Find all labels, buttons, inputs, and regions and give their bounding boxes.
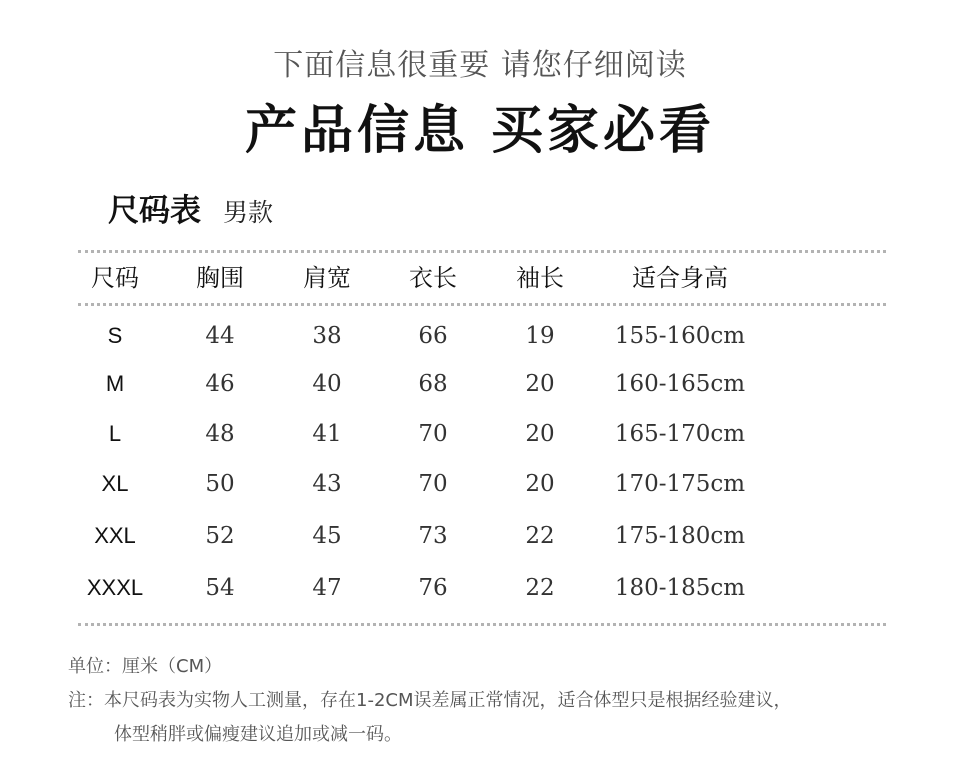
chest-cell: 54 [205,575,235,601]
table-row [0,516,960,556]
height-cell: 155-160cm [614,323,746,349]
size-table-title: 尺码表 [108,193,201,229]
height-cell: 175-180cm [614,523,746,549]
sleeve-cell: 22 [525,523,555,549]
unit-note: 单位：厘米（CM） [68,656,223,677]
column-header: 衣长 [409,264,457,292]
table-row [0,464,960,504]
length-cell: 70 [418,471,448,497]
length-cell: 70 [418,421,448,447]
table-row [0,568,960,608]
column-header: 胸围 [196,264,244,292]
size-cell: XL [101,471,129,496]
size-cell: M [105,371,125,396]
table-row [0,316,960,356]
gender-label: 男款 [223,198,274,227]
disclaimer-line-2: 体型稍胖或偏瘦建议追加或减一码。 [114,724,402,745]
shoulder-cell: 41 [312,421,342,447]
length-cell: 68 [418,371,448,397]
disclaimer-line-1: 注：本尺码表为实物人工测量，存在1-2CM误差属正常情况，适合体型只是根据经验建议， [68,690,792,711]
table-row [0,414,960,454]
length-cell: 76 [418,575,448,601]
chest-cell: 50 [205,471,235,497]
chest-cell: 52 [205,523,235,549]
notice-subtitle: 下面信息很重要 请您仔细阅读 [273,48,687,83]
chest-cell: 44 [205,323,235,349]
height-cell: 170-175cm [614,471,746,497]
length-cell: 73 [418,523,448,549]
size-cell: XXXL [86,575,144,600]
column-header: 适合身高 [632,264,728,292]
sleeve-cell: 19 [525,323,555,349]
column-header: 肩宽 [303,264,351,292]
column-header: 袖长 [516,264,564,292]
shoulder-cell: 38 [312,323,342,349]
shoulder-cell: 45 [312,523,342,549]
height-cell: 165-170cm [614,421,746,447]
chest-cell: 46 [205,371,235,397]
height-cell: 180-185cm [614,575,746,601]
table-header [0,258,960,298]
shoulder-cell: 43 [312,471,342,497]
size-cell: L [108,421,122,446]
divider-header [78,303,886,306]
page-title: 产品信息 买家必看 [244,101,716,161]
column-header: 尺码 [91,264,139,292]
sleeve-cell: 20 [525,471,555,497]
length-cell: 66 [418,323,448,349]
table-row [0,364,960,404]
height-cell: 160-165cm [614,371,746,397]
size-cell: S [107,323,123,348]
divider-top [78,250,886,253]
shoulder-cell: 47 [312,575,342,601]
sleeve-cell: 20 [525,371,555,397]
shoulder-cell: 40 [312,371,342,397]
size-cell: XXL [94,523,136,548]
chest-cell: 48 [205,421,235,447]
size-table-heading [108,185,273,230]
sleeve-cell: 22 [525,575,555,601]
divider-bottom [78,623,886,626]
sleeve-cell: 20 [525,421,555,447]
